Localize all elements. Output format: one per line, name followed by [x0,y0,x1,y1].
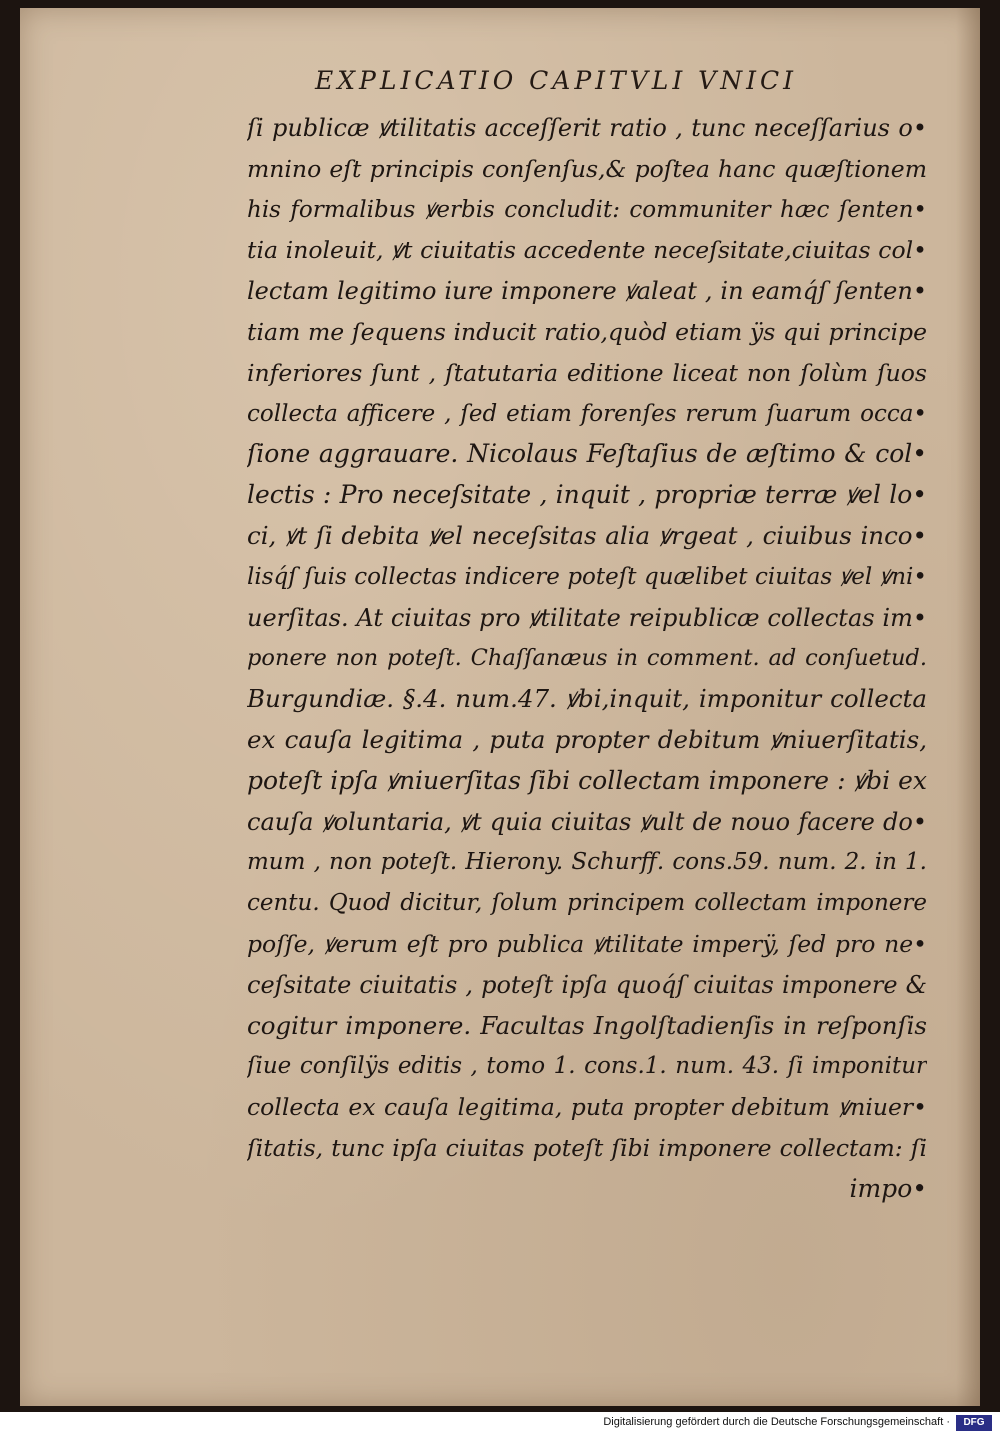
text-line: ſiue conſilÿs editis , tomo 1. cons.1. num. 43. ſi imponitur [247,1053,927,1080]
text-line: centu. Quod dicitur, ſolum principem collectam imponere [247,890,927,917]
body-text [247,108,927,1210]
text-line: poteſt ipſa ꝟniuerſitas ſibi collectam imponere : ꝟbi ex [247,765,927,795]
running-head: EXPLICATIO CAPITVLI VNICI [315,66,797,95]
text-line: lisq́ſ ſuis collectas indicere poteſt quælibet ciuitas ꝟel ꝟni• [247,563,927,590]
text-line: uerſitas. At ciuitas pro ꝟtilitate reipublicæ collectas im• [247,603,927,632]
text-line: ci, ꝟt ſi debita ꝟel neceſsitas alia ꝟrgeat , ciuibus inco• [247,520,927,550]
text-line: poſſe, ꝟerum eſt pro publica ꝟtilitate imperÿ, ſed pro ne• [247,929,927,958]
text-line: his formalibus ꝟerbis concludit: communiter hæc ſenten• [247,196,927,223]
text-line: ceſsitate ciuitatis , poteſt ipſa quoq́ſ ciuitas imponere & [247,970,927,999]
text-line: ſione aggrauare. Nicolaus Feſtaſius de æſtimo & col• [247,439,927,469]
footer-bar [0,1412,1000,1435]
text-line: collecta ex cauſa legitima, puta propter debitum ꝟniuer• [247,1093,927,1122]
text-line: mnino eſt principis conſenſus,& poſtea hanc quæſtionem [247,154,927,183]
text-line: inferiores ſunt , ſtatutaria editione liceat non ſolùm ſuos [247,358,927,387]
text-line: ponere non poteſt. Chaſſanæus in comment. ad conſuetud. [247,645,927,672]
text-line: lectam legitimo iure imponere ꝟaleat , in eamq́ſ ſenten• [247,277,927,306]
text-line: ſitatis, tunc ipſa ciuitas poteſt ſibi imponere collectam: ſi [247,1133,927,1162]
text-line: mum , non poteſt. Hierony. Schurff. cons.59. num. 2. in 1. [247,849,927,876]
dfg-logo: DFG [956,1415,992,1431]
text-line: Burgundiæ. §.4. num.47. ꝟbi,inquit, imponitur collecta [247,684,927,714]
text-line: impo• [849,1173,927,1203]
text-line: tia inoleuit, ꝟt ciuitatis accedente neceſsitate,ciuitas col• [247,236,927,265]
page-edge-shadow [956,8,980,1406]
text-line: collecta afficere , ſed etiam forenſes rerum ſuarum occa• [247,400,927,427]
text-line: cauſa ꝟoluntaria, ꝟt quia ciuitas ꝟult de nouo facere do• [247,807,927,836]
text-line: tiam me ſequens inducit ratio,quòd etiam ÿs qui principe [247,317,927,346]
text-line: ex cauſa legitima , puta propter debitum ꝟniuerſitatis, [247,724,927,754]
text-line: lectis : Pro neceſsitate , inquit , propriæ terræ ꝟel lo• [247,480,927,510]
text-line: cogitur imponere. Facultas Ingolſtadienſis in reſponſis [247,1010,927,1040]
text-line: ſi publicæ ꝟtilitatis acceſſerit ratio , tunc neceſſarius o• [247,114,927,142]
digitization-credit: Digitalisierung gefördert durch die Deutsche Forschungsgemeinschaft · [603,1416,950,1428]
